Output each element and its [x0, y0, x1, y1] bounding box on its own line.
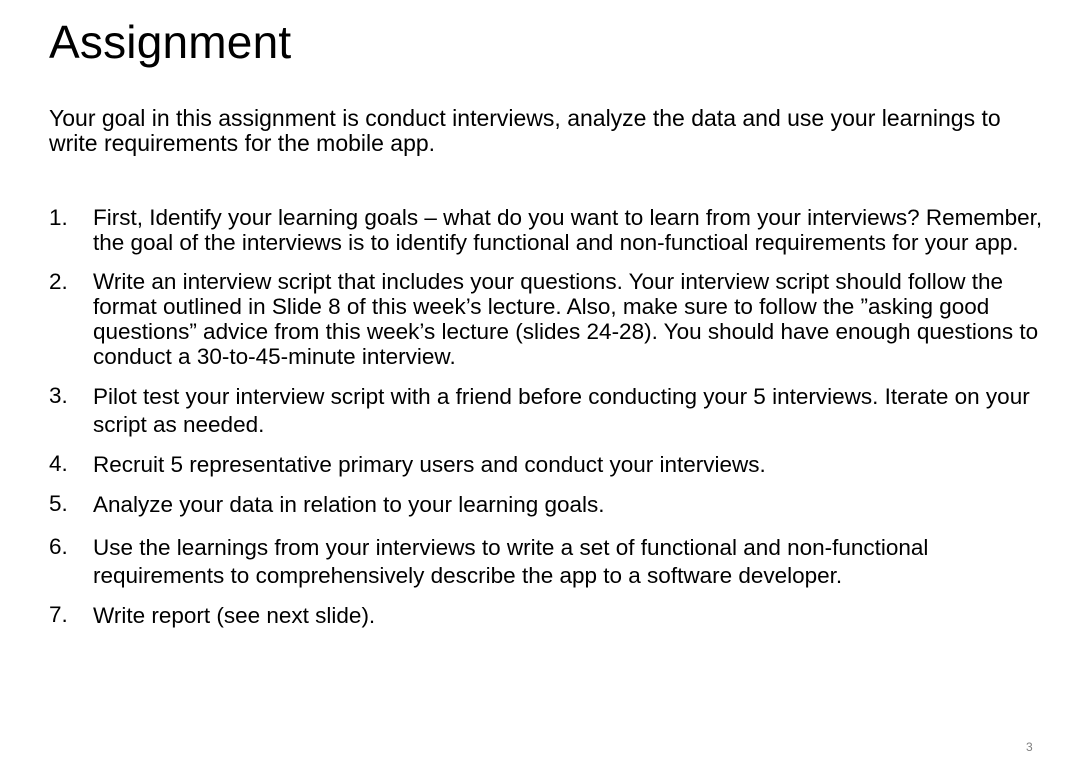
- step-number: 3.: [49, 383, 68, 408]
- list-item: [49, 451, 1049, 479]
- step-number: 4.: [49, 451, 68, 476]
- list-item: [49, 534, 1049, 590]
- step-text: Recruit 5 representative primary users and conduct your interviews.: [93, 452, 766, 477]
- list-item: [49, 491, 1049, 519]
- step-text: Analyze your data in relation to your learning goals.: [93, 492, 605, 517]
- step-number: 1.: [49, 205, 68, 230]
- step-number: 6.: [49, 534, 68, 559]
- list-item: [49, 602, 1049, 630]
- step-text: Write an interview script that includes your questions. Your interview script should follow the format outlined in Slide 8 of this week’s lecture. Also, make sure to follow the ”asking good questions” advice from this week’s lecture (slides 24-28). You should have enough questions to conduct a 30-to-45-minute interview.: [93, 269, 1039, 369]
- step-text: Write report (see next slide).: [93, 603, 376, 628]
- step-text: Use the learnings from your interviews to write a set of functional and non-functional requirements to comprehensively describe the app to a software developer.: [93, 535, 929, 588]
- list-item: [49, 383, 1049, 439]
- list-item: [49, 269, 1049, 369]
- step-number: 2.: [49, 269, 68, 294]
- step-text: Pilot test your interview script with a friend before conducting your 5 interviews. Iterate on your script as needed.: [93, 384, 1030, 437]
- steps-list: [49, 205, 1049, 630]
- step-number: 5.: [49, 491, 68, 516]
- step-number: 7.: [49, 602, 68, 627]
- intro-paragraph: Your goal in this assignment is conduct interviews, analyze the data and use your learnings to write requirements for the mobile app.: [49, 105, 1001, 156]
- slide-title: Assignment: [49, 16, 292, 68]
- list-item: [49, 205, 1049, 255]
- step-text: First, Identify your learning goals – what do you want to learn from your interviews? Remember, the goal of the interviews is to identify functional and non-functioal requirements for your app.: [93, 205, 1043, 255]
- page-number: 3: [1026, 740, 1033, 754]
